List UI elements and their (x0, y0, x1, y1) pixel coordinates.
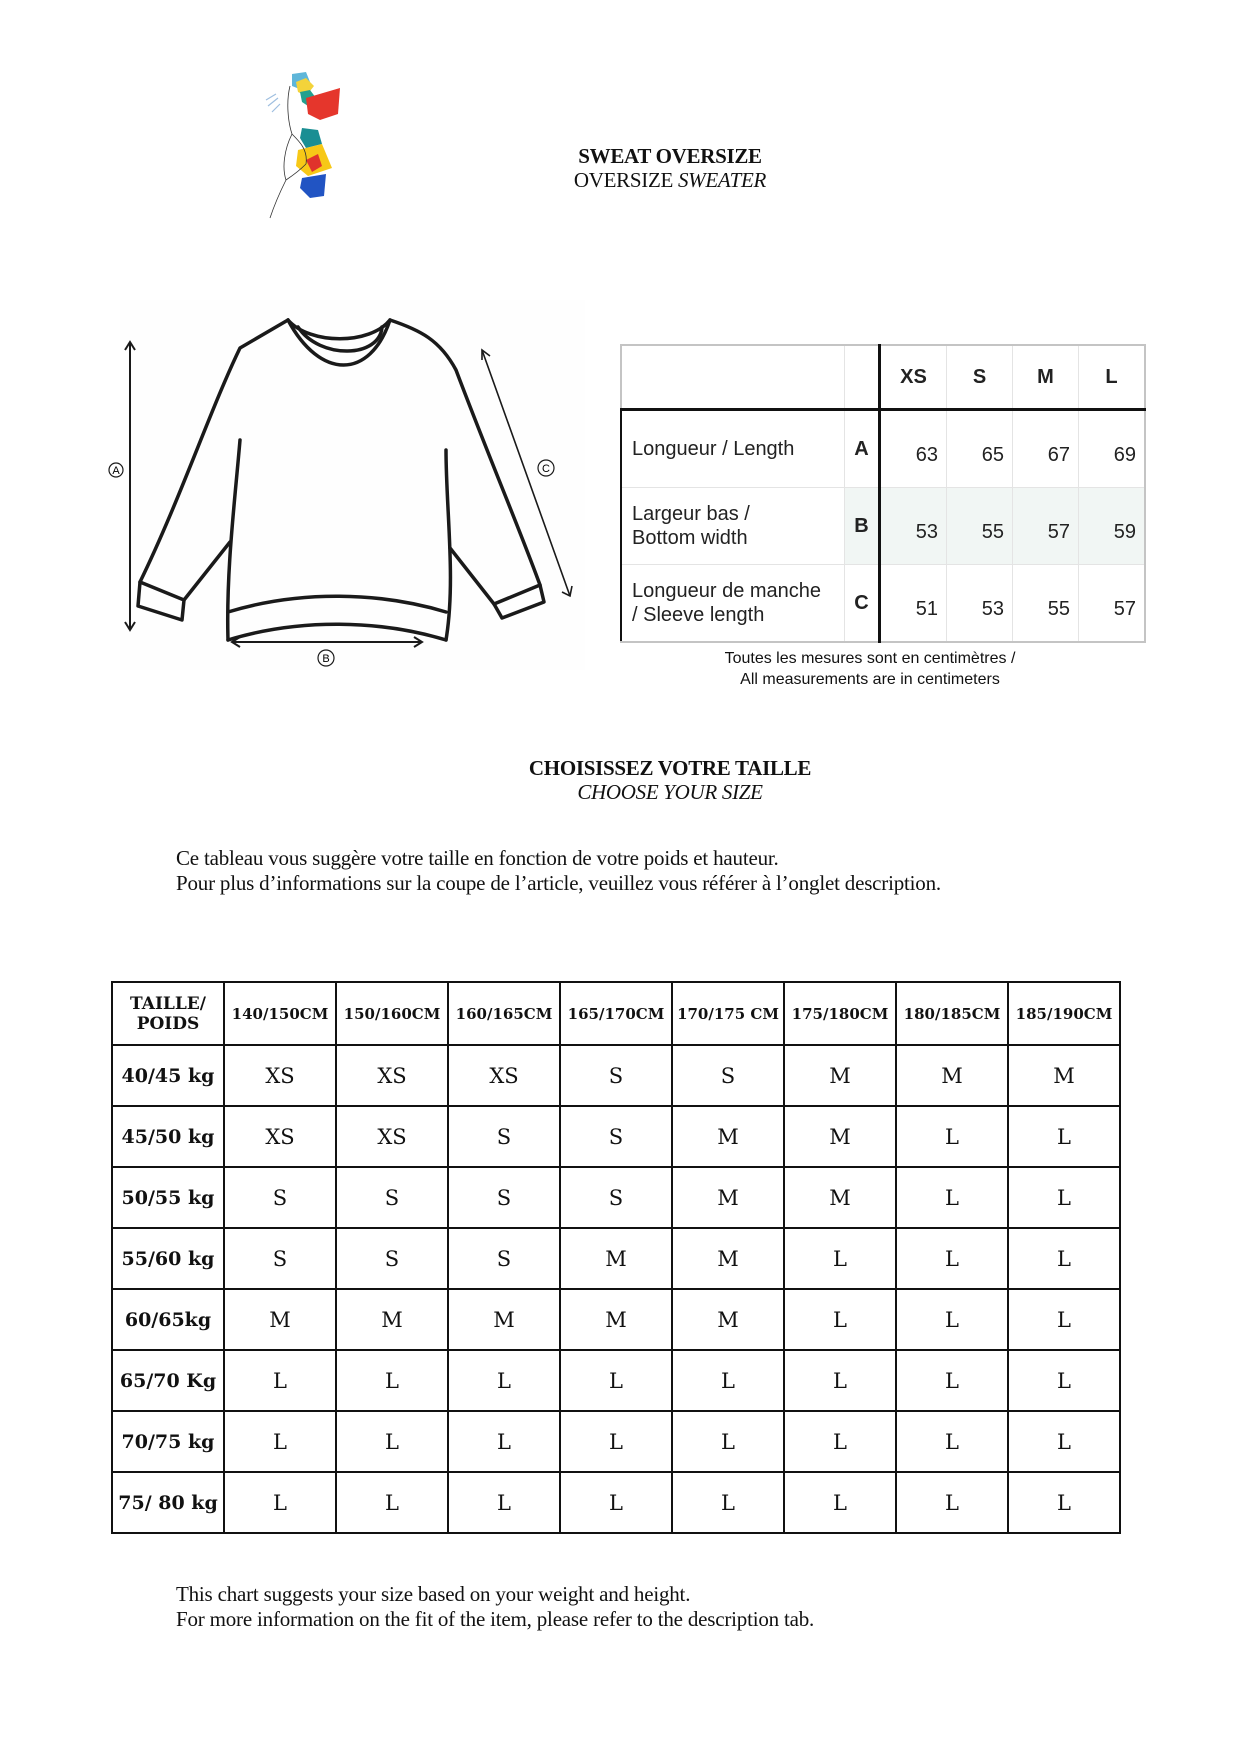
size-cell: S (672, 1045, 784, 1106)
product-title-en (520, 168, 820, 192)
size-cell: M (336, 1289, 448, 1350)
size-cell: M (784, 1106, 896, 1167)
size-cell: L (784, 1411, 896, 1472)
size-cell: M (672, 1289, 784, 1350)
size-cell: L (448, 1411, 560, 1472)
brand-logo-dancer-icon (262, 72, 342, 220)
measurement-header-size: S (947, 345, 1013, 410)
measurement-letter: C (845, 565, 880, 643)
size-cell: M (896, 1045, 1008, 1106)
size-cell: M (560, 1289, 672, 1350)
size-recommendation-table (111, 981, 1121, 1534)
measurement-value: 67 (1013, 410, 1079, 488)
size-table-row (112, 1106, 1120, 1167)
size-cell: M (1008, 1045, 1120, 1106)
corner-line1: TAILLE/ (130, 993, 206, 1014)
height-header: 165/170CM (560, 982, 672, 1045)
dimension-arrow-a (125, 342, 135, 630)
size-cell: L (560, 1350, 672, 1411)
height-header: 140/150CM (224, 982, 336, 1045)
sweater-measurement-diagram (112, 300, 585, 670)
size-cell: L (784, 1228, 896, 1289)
size-cell: L (896, 1411, 1008, 1472)
size-cell: S (336, 1167, 448, 1228)
size-cell: XS (224, 1045, 336, 1106)
measurement-value: 53 (880, 488, 947, 565)
height-header: 170/175 CM (672, 982, 784, 1045)
size-cell: L (896, 1106, 1008, 1167)
measurement-header-size: M (1013, 345, 1079, 410)
product-title-en-plain: OVERSIZE (573, 168, 674, 192)
size-cell: L (1008, 1350, 1120, 1411)
dimension-arrow-b (232, 637, 422, 647)
size-cell: M (448, 1289, 560, 1350)
size-cell: L (784, 1472, 896, 1533)
size-cell: M (672, 1106, 784, 1167)
size-cell: L (896, 1350, 1008, 1411)
measurement-header-size: XS (880, 345, 947, 410)
size-cell: L (1008, 1106, 1120, 1167)
size-cell: S (448, 1167, 560, 1228)
dimension-label-b: B (322, 653, 330, 665)
height-header: 160/165CM (448, 982, 560, 1045)
height-header: 150/160CM (336, 982, 448, 1045)
size-cell: L (672, 1411, 784, 1472)
size-cell: S (224, 1228, 336, 1289)
height-header: 185/190CM (1008, 982, 1120, 1045)
size-cell: L (224, 1350, 336, 1411)
size-table-body (112, 1045, 1120, 1533)
units-note (690, 648, 1050, 690)
size-cell: M (672, 1167, 784, 1228)
size-cell: M (672, 1228, 784, 1289)
weight-label: 55/60 kg (112, 1228, 224, 1289)
size-cell: L (1008, 1411, 1120, 1472)
units-note-fr: Toutes les mesures sont en centimètres / (724, 650, 1016, 667)
product-title-fr: SWEAT OVERSIZE (578, 144, 762, 168)
size-table-row (112, 1411, 1120, 1472)
size-cell: L (896, 1228, 1008, 1289)
size-cell: S (560, 1167, 672, 1228)
weight-label: 50/55 kg (112, 1167, 224, 1228)
weight-label: 60/65kg (112, 1289, 224, 1350)
size-cell: L (448, 1350, 560, 1411)
outro-text-en-line2: For more information on the fit of the item, please refer to the description tab. (176, 1607, 815, 1631)
size-cell: M (784, 1167, 896, 1228)
product-title-en-italic: SWEATER (677, 168, 767, 192)
size-cell: XS (448, 1045, 560, 1106)
sweater-outline (138, 320, 544, 640)
size-cell: L (672, 1350, 784, 1411)
size-cell: L (224, 1411, 336, 1472)
measurement-label (621, 488, 845, 565)
measurement-value: 65 (947, 410, 1013, 488)
intro-text-fr-line1: Ce tableau vous suggère votre taille en fonction de votre poids et hauteur. (176, 846, 779, 870)
size-cell: M (784, 1045, 896, 1106)
size-cell: S (448, 1228, 560, 1289)
size-cell: L (448, 1472, 560, 1533)
weight-label: 70/75 kg (112, 1411, 224, 1472)
size-cell: L (560, 1472, 672, 1533)
size-cell: XS (224, 1106, 336, 1167)
dimension-label-c: C (542, 463, 550, 475)
measurement-header-letter (845, 345, 880, 410)
weight-label: 65/70 Kg (112, 1350, 224, 1411)
height-header: 175/180CM (784, 982, 896, 1045)
size-cell: S (560, 1106, 672, 1167)
size-cell: L (896, 1167, 1008, 1228)
outro-text-en (176, 1582, 1136, 1632)
size-cell: M (560, 1228, 672, 1289)
dimension-label-a: A (112, 465, 120, 477)
size-cell: S (336, 1228, 448, 1289)
measurement-value: 53 (947, 565, 1013, 643)
size-cell: L (1008, 1228, 1120, 1289)
weight-label: 75/ 80 kg (112, 1472, 224, 1533)
measurement-letter: A (845, 410, 880, 488)
product-title-block (520, 144, 820, 192)
size-cell: XS (336, 1106, 448, 1167)
measurement-row-bottom-width (621, 488, 1145, 565)
measurement-label-line2: Bottom width (632, 527, 748, 549)
size-cell: L (336, 1411, 448, 1472)
measurement-header-size: L (1079, 345, 1146, 410)
measurement-row-length (621, 410, 1145, 488)
size-table-header-row (112, 982, 1120, 1045)
size-cell: L (336, 1350, 448, 1411)
choose-size-heading (470, 756, 870, 804)
measurement-label: Longueur / Length (621, 410, 845, 488)
weight-label: 40/45 kg (112, 1045, 224, 1106)
size-cell: L (224, 1472, 336, 1533)
measurement-value: 57 (1013, 488, 1079, 565)
logo-splash (266, 94, 280, 112)
size-cell: L (672, 1472, 784, 1533)
measurement-value: 69 (1079, 410, 1146, 488)
size-cell: L (784, 1350, 896, 1411)
choose-size-title-en: CHOOSE YOUR SIZE (577, 780, 763, 804)
measurement-label-line2: / Sleeve length (632, 604, 765, 626)
size-cell: L (1008, 1472, 1120, 1533)
size-cell: L (1008, 1289, 1120, 1350)
measurement-value: 51 (880, 565, 947, 643)
size-cell: L (336, 1472, 448, 1533)
size-table-corner-header (112, 982, 224, 1045)
measurement-row-sleeve-length (621, 565, 1145, 643)
height-header: 180/185CM (896, 982, 1008, 1045)
measurement-table (620, 344, 1146, 643)
size-cell: L (896, 1289, 1008, 1350)
size-table-row (112, 1350, 1120, 1411)
size-cell: L (784, 1289, 896, 1350)
size-cell: S (560, 1045, 672, 1106)
size-table-row (112, 1289, 1120, 1350)
measurement-letter: B (845, 488, 880, 565)
size-cell: L (1008, 1167, 1120, 1228)
size-cell: L (560, 1411, 672, 1472)
size-table-row (112, 1472, 1120, 1533)
size-cell: XS (336, 1045, 448, 1106)
size-table-row (112, 1045, 1120, 1106)
choose-size-title-fr: CHOISISSEZ VOTRE TAILLE (528, 756, 812, 780)
units-note-en: All measurements are in centimeters (740, 671, 1000, 688)
corner-line2: POIDS (136, 1013, 200, 1034)
measurement-label-line1: Longueur de manche (632, 580, 822, 602)
measurement-header-empty (621, 345, 845, 410)
size-cell: L (896, 1472, 1008, 1533)
measurement-label (621, 565, 845, 643)
measurement-value: 59 (1079, 488, 1146, 565)
weight-label: 45/50 kg (112, 1106, 224, 1167)
outro-text-en-line1: This chart suggests your size based on your weight and height. (176, 1582, 691, 1606)
intro-text-fr (176, 846, 1136, 894)
measurement-value: 55 (947, 488, 1013, 565)
intro-text-fr-line2: Pour plus d’informations sur la coupe de l’article, veuillez vous référer à l’onglet description. (176, 871, 941, 895)
size-table-row (112, 1228, 1120, 1289)
size-cell: S (448, 1106, 560, 1167)
measurement-header-row (621, 345, 1145, 410)
measurement-value: 57 (1079, 565, 1146, 643)
size-cell: S (224, 1167, 336, 1228)
measurement-value: 55 (1013, 565, 1079, 643)
logo-shape-blue (300, 174, 326, 198)
measurement-value: 63 (880, 410, 947, 488)
size-table-row (112, 1167, 1120, 1228)
size-cell: M (224, 1289, 336, 1350)
measurement-label-line1: Largeur bas / (632, 503, 750, 525)
